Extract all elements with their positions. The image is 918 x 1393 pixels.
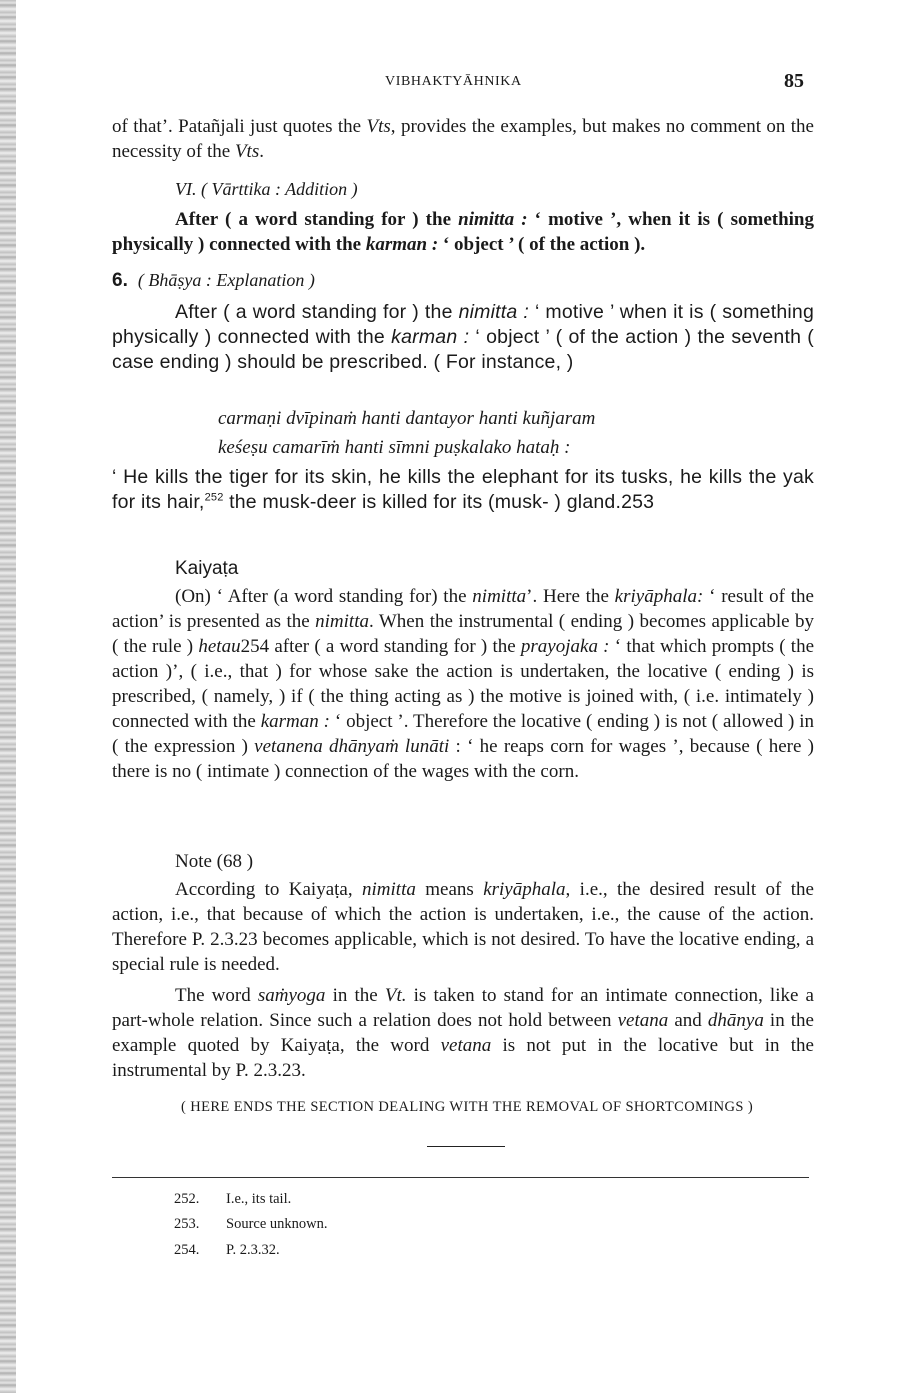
kaiyata-commentary: (On) ‘ After (a word standing for) the nimitta’. Here the kriyāphala: ‘ result of the action’ is presented as the nimitta. When the instrumental ( ending ) becomes applicable by ( the rule ) hetau254 after ( a word standing for ) the prayojaka : ‘ that which prompts ( the action )’, ( i.e., that ) for whose sake the action is undertaken, the locative ( ending ) is prescribed, ( namely, ) if ( the thing acting as ) the motive is joined with, ( i.e. intimately ) connected with the karman : ‘ object ’. Therefore the locative ( ending ) is not ( allowed ) in ( the expression ) vetanena dhānyaṁ lunāti : ‘ he reaps corn for wages ’, because ( here ) there is no ( intimate ) connection of the wages with the corn. xyxy=(112,586,815,782)
footnote-252 xyxy=(174,1191,291,1208)
footnote-number: 254. xyxy=(174,1242,200,1258)
footnote-text: P. 2.3.32. xyxy=(226,1242,280,1258)
section-number: 6. xyxy=(112,270,128,291)
note-paragraph-1: According to Kaiyaṭa, nimitta means kriyāphala, i.e., the desired result of the action, i.e., that because of which the action is undertaken, i.e., the cause of the action. Therefore P. 2.3.23 becomes applicable, which is not desired. To have the locative ending, a special rule is needed. xyxy=(112,879,814,975)
verse-translation: ‘ He kills the tiger for its skin, he kills the elephant for its tusks, he kills the yak for its hair,$^{252}$ the musk-deer is killed for its (musk- ) gland.253 xyxy=(112,466,814,513)
verse-line-1: carmaṇi dvīpinaṁ hanti dantayor hanti kuñjaram xyxy=(218,408,596,429)
footnote-text: I.e., its tail. xyxy=(226,1191,292,1207)
footnote-text: Source unknown. xyxy=(226,1216,328,1232)
footnote-254 xyxy=(174,1242,280,1259)
note-paragraph-2: The word saṁyoga in the Vt. is taken to stand for an intimate connection, like a part-whole relation. Since such a relation does not hold between vetana and dhānya in the example quoted by Kaiyaṭa, the word vetana is not put in the locative but in the instrumental by P. 2.3.23. xyxy=(112,985,814,1081)
page-number: 85 xyxy=(784,70,804,92)
paragraph-patanjali: of that’. Patañjali just quotes the Vts, provides the examples, but makes no comment on the necessity of the Vts. xyxy=(112,116,814,162)
footnote-number: 253. xyxy=(174,1216,200,1232)
section-closing-line: ( HERE ENDS THE SECTION DEALING WITH THE REMOVAL OF SHORTCOMINGS ) xyxy=(180,1099,754,1115)
scan-binding-edge xyxy=(0,0,16,1393)
running-head xyxy=(112,70,814,96)
verse-line-2: keśeṣu camarīṁ hanti sīmni puṣkalako hataḥ : xyxy=(218,437,571,458)
footnote-number: 252. xyxy=(174,1191,200,1207)
heading-bhasya-label: ( Bhāṣya : Explanation ) xyxy=(137,270,315,290)
note-label: Note (68 ) xyxy=(175,851,254,872)
footnote-rule xyxy=(112,1177,809,1178)
varttika-text: After ( a word standing for ) the nimitta : ‘ motive ’, when it is ( something physically ) connected with the karman : ‘ object ’ ( of the action ). xyxy=(112,209,814,255)
heading-bhasya xyxy=(112,270,315,292)
heading-varttika: VI. ( Vārttika : Addition ) xyxy=(175,179,358,199)
kaiyata-label: Kaiyaṭa xyxy=(175,558,239,579)
bhasya-text: After ( a word standing for ) the nimitta : ‘ motive ’ when it is ( something physically ) connected with the karman : ‘ object ’ ( of the action ) the seventh ( case ending ) should be prescribed. ( For instance, ) xyxy=(112,301,815,373)
section-divider xyxy=(427,1146,505,1147)
footnote-253 xyxy=(174,1216,328,1233)
running-title: VIBHAKTYĀHNIKA xyxy=(385,74,522,89)
